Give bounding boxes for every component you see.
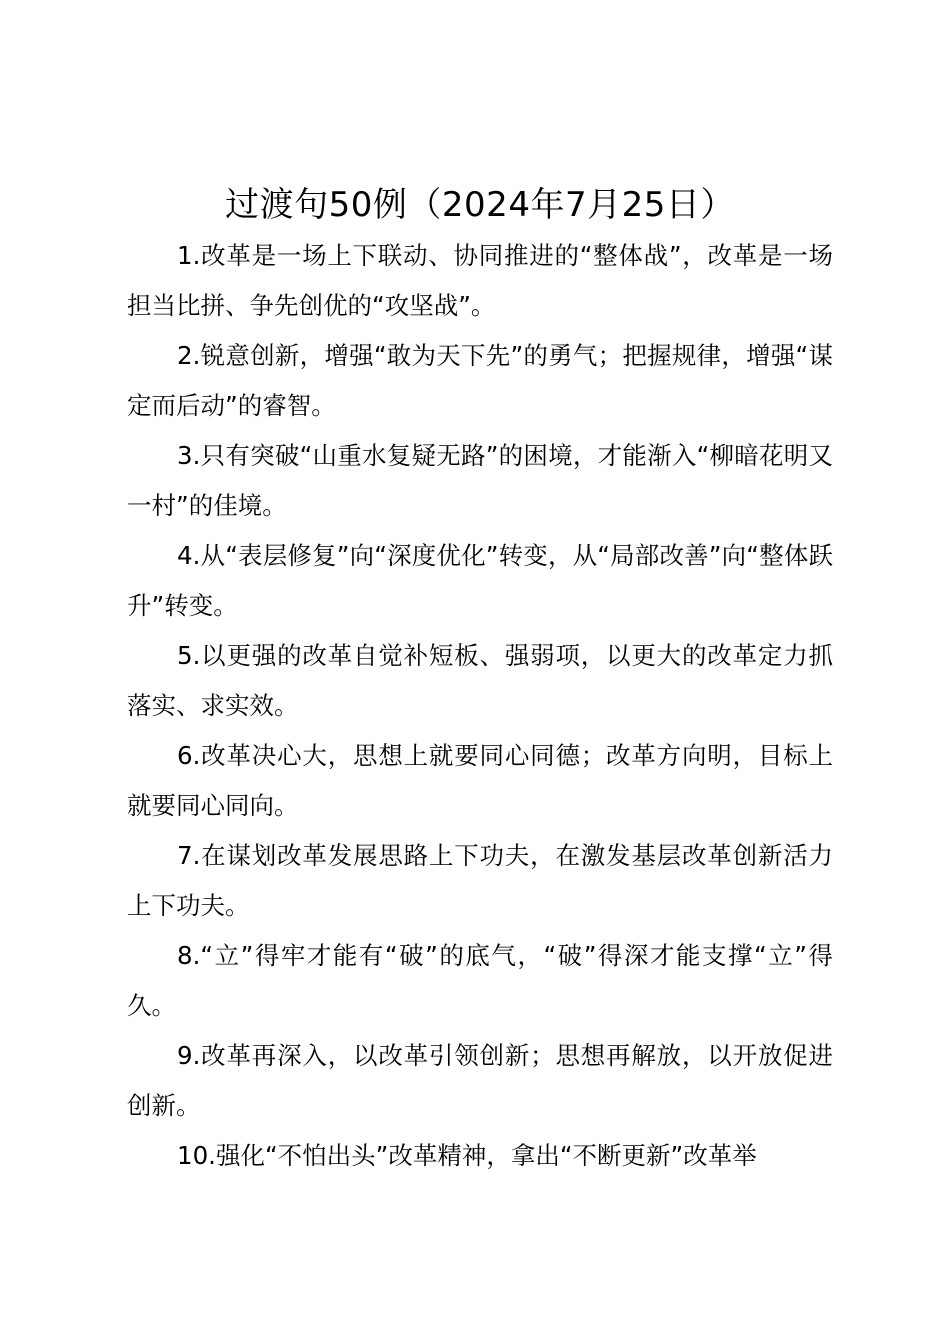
paragraph-5: 5.以更强的改革自觉补短板、强弱项，以更大的改革定力抓落实、求实效。: [127, 641, 833, 720]
paragraph-9: 9.改革再深入，以改革引领创新；思想再解放，以开放促进创新。: [127, 1041, 833, 1120]
paragraph-8: 8.“立”得牢才能有“破”的底气，“破”得深才能支撑“立”得久。: [127, 941, 833, 1020]
paragraph-3: 3.只有突破“山重水复疑无路”的困境，才能渐入“柳暗花明又一村”的佳境。: [127, 441, 833, 520]
paragraph-2: 2.锐意创新，增强“敢为天下先”的勇气；把握规律，增强“谋定而后动”的睿智。: [127, 341, 833, 420]
paragraph-10: 10.强化“不怕出头”改革精神，拿出“不断更新”改革举: [177, 1141, 757, 1170]
paragraph-4: 4.从“表层修复”向“深度优化”转变，从“局部改善”向“整体跃升”转变。: [127, 541, 833, 620]
paragraph-6: 6.改革决心大，思想上就要同心同德；改革方向明，目标上就要同心同向。: [127, 741, 833, 820]
document-title: 过渡句50例（2024年7月25日）: [225, 185, 735, 225]
paragraph-7: 7.在谋划改革发展思路上下功夫，在激发基层改革创新活力上下功夫。: [127, 841, 833, 920]
document-body: [127, 231, 833, 1181]
paragraph-1: 1.改革是一场上下联动、协同推进的“整体战”，改革是一场担当比拼、争先创优的“攻坚战”。: [127, 241, 833, 320]
